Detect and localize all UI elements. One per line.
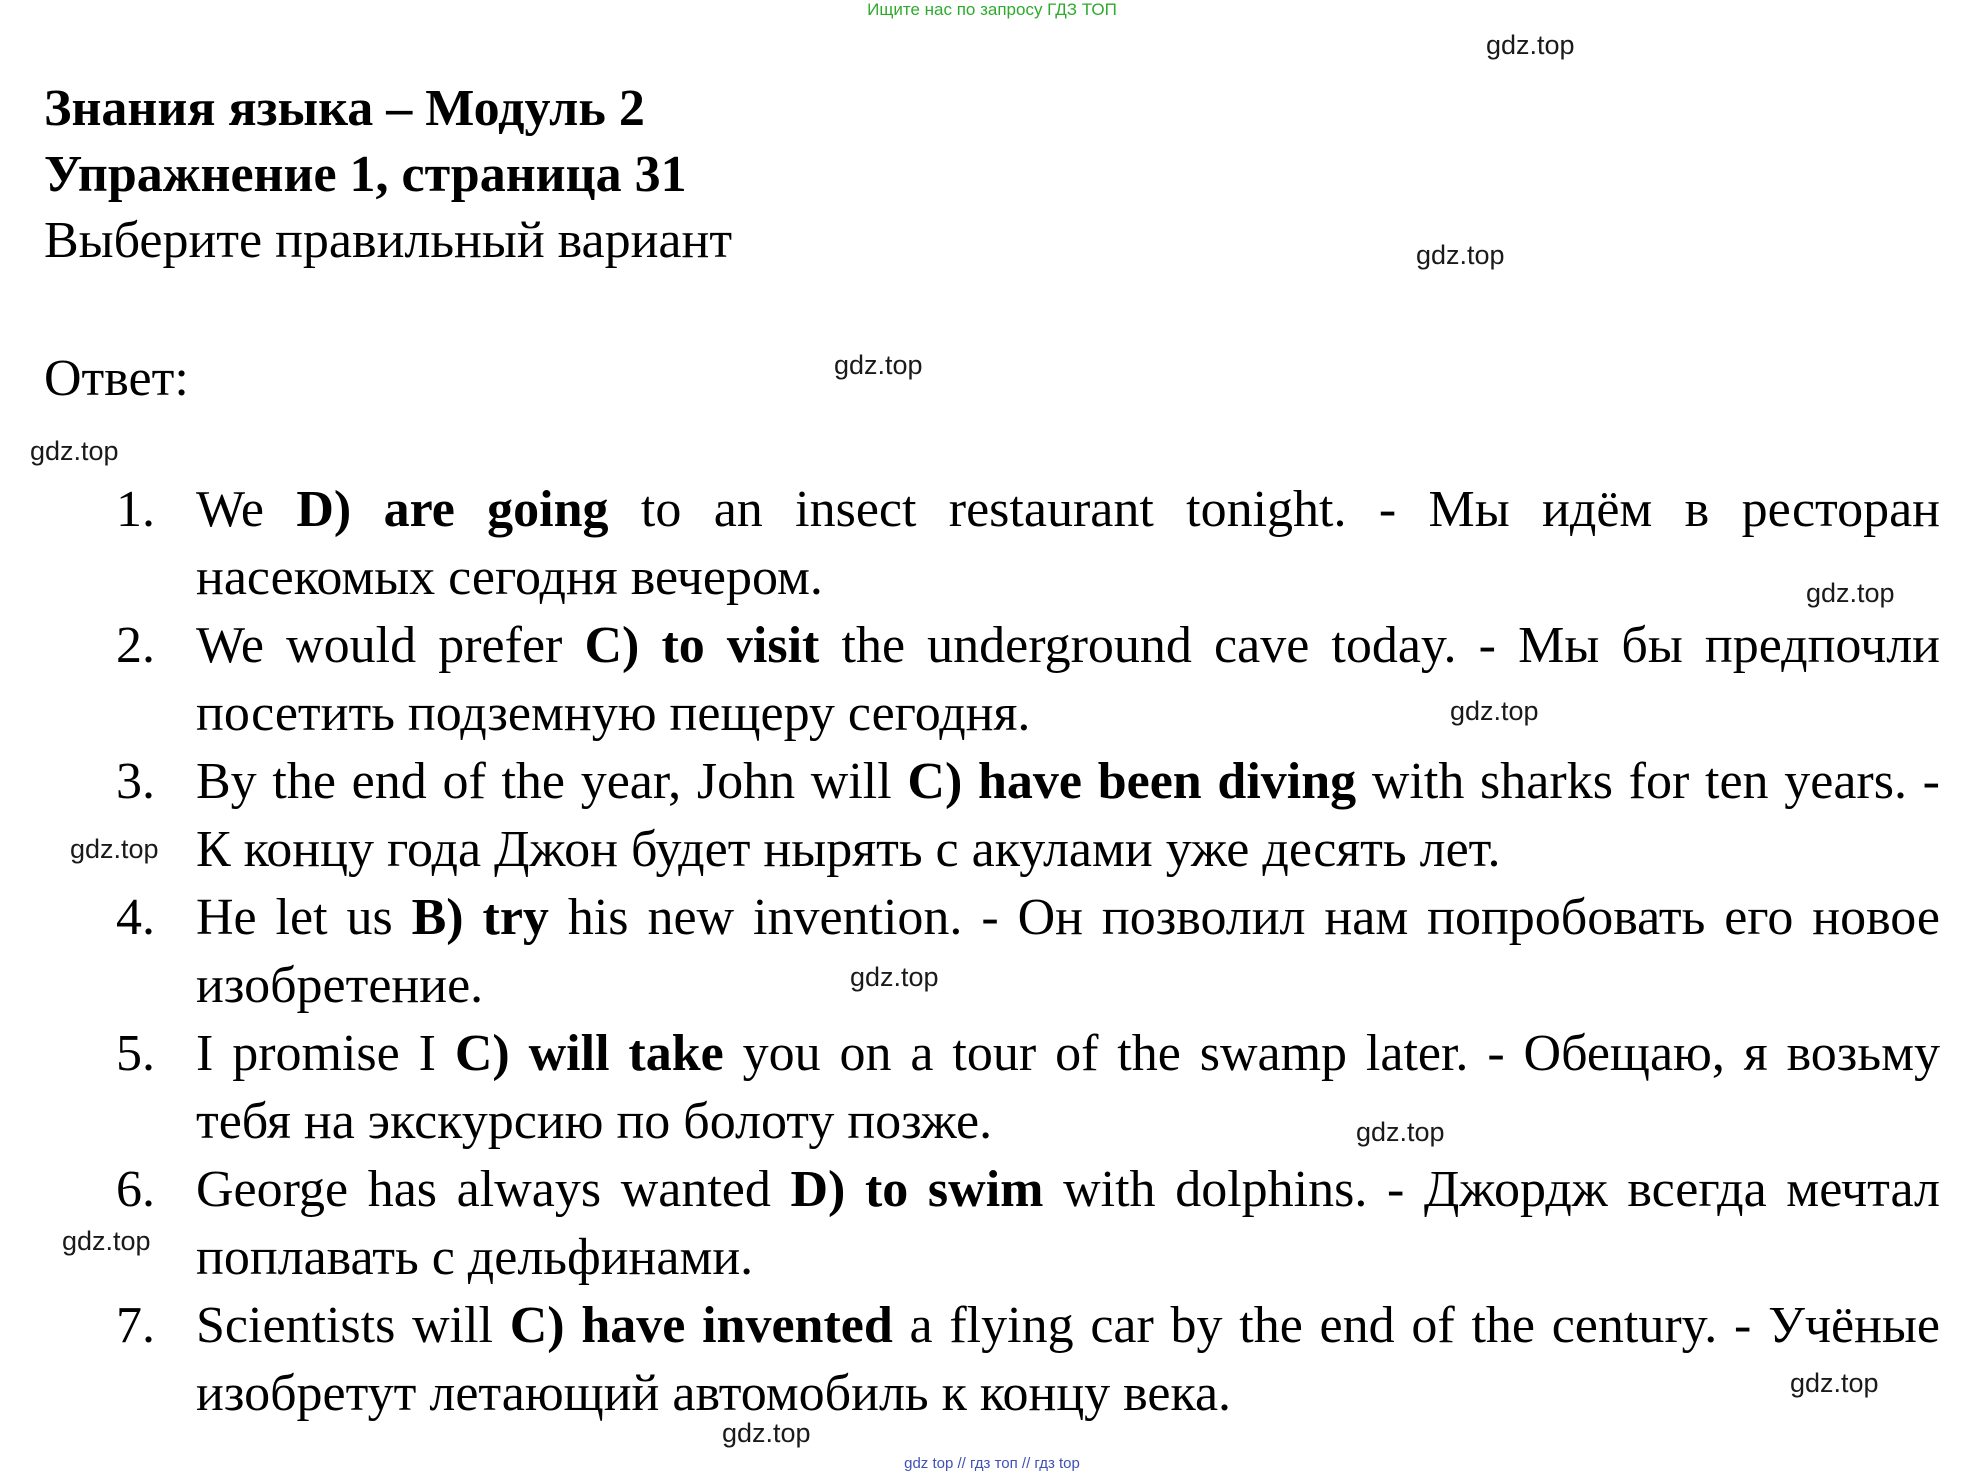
exercise-title: Упражнение 1, страница 31	[44, 146, 687, 203]
sentence-start: He let us	[196, 889, 412, 946]
watermark: gdz.top	[1486, 30, 1575, 60]
instruction-text: Выберите правильный вариант	[44, 212, 733, 269]
answer-label: Ответ:	[44, 350, 189, 407]
answer-choice: C) to visit	[584, 617, 820, 674]
sentence-rest: the underground cave today. - Мы бы предпочли посетить подземную пещеру сегодня.	[196, 617, 1941, 742]
top-banner: Ищите нас по запросу ГДЗ ТОП	[867, 0, 1117, 19]
answer-number: 5.	[116, 1025, 155, 1082]
watermark: gdz.top	[30, 436, 119, 466]
watermark: gdz.top	[1356, 1117, 1445, 1147]
sentence-rest: with dolphins. - Джордж всегда мечтал поплавать с дельфинами.	[196, 1161, 1940, 1286]
answer-number: 7.	[116, 1297, 155, 1354]
sentence-rest: a flying car by the end of the century. - Учёные изобретут летающий автомобиль к концу века.	[196, 1297, 1940, 1422]
watermark: gdz.top	[722, 1418, 811, 1448]
answer-choice: D) are going	[296, 481, 609, 538]
sentence-start: Scientists will	[196, 1297, 510, 1354]
sentence-rest: with sharks for ten years. - К концу года Джон будет нырять с акулами уже десять лет.	[196, 753, 1940, 878]
answer-choice: B) try	[411, 889, 549, 946]
sentence-start: George has always wanted	[196, 1161, 791, 1218]
watermark: gdz.top	[1416, 240, 1505, 270]
sentence-rest: you on a tour of the swamp later. - Обещаю, я возьму тебя на экскурсию по болоту позже.	[196, 1025, 1940, 1150]
watermark: gdz.top	[70, 834, 159, 864]
answer-choice: C) have invented	[509, 1297, 893, 1354]
answer-item	[116, 748, 1940, 884]
watermark: gdz.top	[834, 350, 923, 380]
watermark: gdz.top	[1806, 578, 1895, 608]
answer-item	[116, 884, 1940, 1020]
sentence-rest: his new invention. - Он позволил нам попробовать его новое изобретение.	[196, 889, 1940, 1014]
sentence-start: By the end of the year, John will	[196, 753, 908, 810]
sentence-rest: to an insect restaurant tonight. - Мы идём в ресторан насекомых сегодня вечером.	[196, 481, 1940, 606]
answer-number: 4.	[116, 889, 155, 946]
answer-choice: C) will take	[454, 1025, 724, 1082]
answer-item	[116, 476, 1940, 612]
sentence-start: We	[196, 481, 297, 538]
answer-item	[116, 1156, 1940, 1292]
answer-number: 1.	[116, 481, 155, 538]
watermark: gdz.top	[62, 1226, 151, 1256]
sentence-start: We would prefer	[196, 617, 585, 674]
answer-number: 3.	[116, 753, 155, 810]
answer-item	[116, 1292, 1940, 1428]
answer-list	[0, 476, 1984, 1428]
answer-choice: D) to swim	[790, 1161, 1044, 1218]
watermark: gdz.top	[1790, 1368, 1879, 1398]
answer-number: 2.	[116, 617, 155, 674]
answer-item	[116, 612, 1941, 748]
sentence-start: I promise I	[196, 1025, 455, 1082]
bottom-banner: gdz top // гдз топ // гдз top	[904, 1455, 1080, 1472]
answer-number: 6.	[116, 1161, 155, 1218]
answer-item	[116, 1020, 1940, 1156]
answer-choice: C) have been diving	[907, 753, 1357, 810]
module-title: Знания языка – Модуль 2	[44, 80, 645, 137]
watermark: gdz.top	[1450, 696, 1539, 726]
watermark: gdz.top	[850, 962, 939, 992]
